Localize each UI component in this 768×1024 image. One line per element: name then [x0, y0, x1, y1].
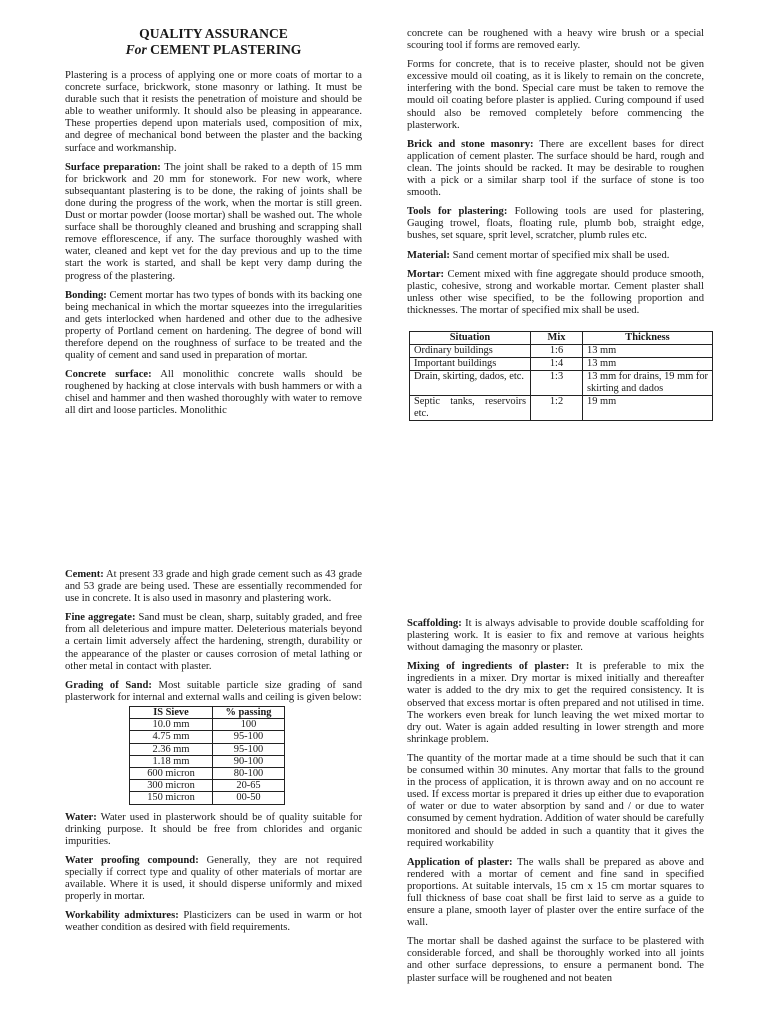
table-row: [410, 344, 713, 357]
section-text: All monolithic concrete walls should be roughened by hacking at close intervals with bush hammers or with a chisel and hammer and then washed thoroughly with water to remove all dirt and loose particles. Monolithic: [65, 369, 362, 417]
mortar-paragraph: [407, 269, 704, 317]
section-text: Cement mortar has two types of bonds with its backing one being mechanical in which the mortar squeezes into the irregularities and gets interlocked when hardened and other due to the adhesive property of Portland cement on hardening. The degree of bond will therefore depend on the roughness of surface to be treated and the quality of cement and sand used in preparation of mortar.: [65, 289, 362, 362]
table-row: [130, 743, 285, 755]
section-heading: Water proofing compound:: [65, 854, 199, 866]
table-header-row: [130, 706, 285, 718]
concrete-continuation-paragraph: concrete can be roughened with a heavy wire brush or a special scouring tool if forms are removed early.: [407, 28, 704, 52]
surface-preparation-paragraph: [65, 162, 362, 283]
section-text: Cement mixed with fine aggregate should produce smooth, plastic, cohesive, strong and workable mortar. Cement plaster shall unless other wise specified, to be the following proportion and thicknesses. The mortar of specified mix shall be used.: [407, 268, 704, 316]
table-cell: 10.0 mm: [130, 719, 213, 731]
table-header-cell: Situation: [410, 331, 531, 344]
table-cell: Ordinary buildings: [410, 344, 531, 357]
table-cell: Important buildings: [410, 357, 531, 370]
column-3: [65, 569, 362, 941]
table-cell: 19 mm: [583, 395, 713, 420]
table-header-row: [410, 331, 713, 344]
application-paragraph: [407, 857, 704, 930]
column-2: [407, 28, 708, 421]
table-header-cell: Thickness: [583, 331, 713, 344]
bonding-paragraph: [65, 290, 362, 363]
column-1: [65, 26, 362, 425]
table-cell: 13 mm: [583, 344, 713, 357]
table-cell: 13 mm for drains, 19 mm for skirting and dados: [583, 370, 713, 395]
column-4: [407, 618, 704, 992]
table-header-cell: % passing: [213, 706, 285, 718]
section-heading: Bonding:: [65, 289, 107, 301]
water-proofing-paragraph: [65, 855, 362, 903]
title-subject: CEMENT PLASTERING: [150, 42, 302, 57]
workability-paragraph: [65, 910, 362, 934]
section-text: Generally, they are not required specially if correct type and quality of other materials of mortar are available. Where it is used, it should disperse uniformly and mixed properly in mortar.: [65, 854, 362, 903]
title-line-1: QUALITY ASSURANCE: [139, 26, 288, 41]
section-heading: Mixing of ingredients of plaster:: [407, 661, 570, 673]
table-cell: 1:3: [531, 370, 583, 395]
table-row: [410, 370, 713, 395]
table-cell: 00-50: [213, 792, 285, 804]
section-heading: Concrete surface:: [65, 369, 152, 381]
section-heading: Scaffolding:: [407, 618, 462, 629]
section-heading: Tools for plastering:: [407, 206, 508, 218]
table-cell: Septic tanks, reservoirs etc.: [410, 395, 531, 420]
table-cell: 1:4: [531, 357, 583, 370]
section-text: Water used in plasterwork should be of quality suitable for drinking purpose. It should be free from chlorides and organic impurities.: [65, 811, 362, 847]
section-heading: Workability admixtures:: [65, 910, 179, 922]
table-cell: 1:6: [531, 344, 583, 357]
material-paragraph: [407, 250, 704, 262]
brick-stone-paragraph: [407, 139, 704, 199]
section-text: The walls shall be prepared as above and rendered with a mortar of cement and fine sand in specified proportions. At suitable intervals, 15 cm x 15 cm mortar squares to full thickness of base coat shall be first laid to serve as a guide to ensure a plane, smooth layer of plaster over the entire surface of the wall.: [407, 856, 704, 929]
table-cell: 150 micron: [130, 792, 213, 804]
section-heading: Water:: [65, 811, 97, 823]
table-cell: 13 mm: [583, 357, 713, 370]
forms-paragraph: Forms for concrete, that is to receive plaster, should not be given excessive mould oil coating, as it is likely to remain on the concrete, interfering with the bond. Special care must be taken to remove the mould oil coating before plaster is applied. Curing compound if used should also be removed completely before commencing the plasterwork.: [407, 59, 704, 131]
table-cell: 300 micron: [130, 780, 213, 792]
table-cell: 95-100: [213, 743, 285, 755]
table-cell: 600 micron: [130, 767, 213, 779]
table-cell: Drain, skirting, dados, etc.: [410, 370, 531, 395]
table-cell: 2.36 mm: [130, 743, 213, 755]
scaffolding-paragraph: [407, 618, 704, 654]
table-row: [130, 731, 285, 743]
fine-aggregate-paragraph: [65, 612, 362, 672]
quantity-paragraph: The quantity of the mortar made at a time should be such that it can be consumed within 30 minutes. Any mortar that falls to the ground in the process of application, it is thrown away and on no account re used. If excess mortar is prepared it dries up either due to evaporation of water or due to water absorption by sand and / or due to water consumed by cement hydration. Addition of water should be carefully monitored and should be added in such a quantity that it gives the required workability: [407, 752, 704, 849]
dashed-mortar-paragraph: The mortar shall be dashed against the surface to be plastered with considerable forced, and shall be thoroughly worked into all joints and other surface depressions, to ensure a permanent bond. The plaster surface will be roughened and not beaten: [407, 936, 704, 984]
section-text: It is preferable to mix the ingredients in a mixer. Dry mortar is mixed initially and thereafter water is added to the dry mix to get the required consistency. It is observed that excess mortar is often prepared and not utilised in time. The workers even break for lunch leaving the wet mixed mortar to dry out. Water is again added resulting in lower strength and more shrinkage problem.: [407, 661, 704, 745]
page-title: [65, 26, 362, 58]
section-heading: Fine aggregate:: [65, 612, 136, 624]
cement-paragraph: [65, 569, 362, 605]
table-cell: 1.18 mm: [130, 755, 213, 767]
table-cell: 95-100: [213, 731, 285, 743]
section-heading: Application of plaster:: [407, 856, 513, 868]
section-heading: Material:: [407, 249, 450, 261]
table-row: [130, 780, 285, 792]
water-paragraph: [65, 812, 362, 848]
concrete-surface-paragraph: [65, 369, 362, 417]
intro-paragraph: Plastering is a process of applying one or more coats of mortar to a concrete surface, brickwork, stone masonry or lathing. It must be durable such that it resists the penetration of moisture and should be able to weather uniformly. It should also be pleasing in appearance. These properties depend upon materials used, composition of mix, and degree of mechanical bond between the plaster and the backing surface and workmanship.: [65, 70, 362, 154]
section-text: There are excellent bases for direct application of cement plaster. The surface should be hard, rough and clean. The joints should be racked. It may be desirable to roughen with a pick or a similar sharp tool if the surface of stone is too smooth.: [407, 138, 704, 199]
table-cell: 80-100: [213, 767, 285, 779]
table-cell: 100: [213, 719, 285, 731]
table-cell: 20-65: [213, 780, 285, 792]
table-header-cell: Mix: [531, 331, 583, 344]
table-row: [130, 755, 285, 767]
section-text: Sand must be clean, sharp, suitably graded, and free from all deleterious and impure matter. Deleterious materials beyond a certain limit adversely affect the hardening, strength, durability or the appearance of the plaster or causes corrosion of metal lathing or other metal in contact with plaster.: [65, 612, 362, 672]
mixing-paragraph: [407, 661, 704, 746]
sieve-table: [129, 706, 285, 805]
title-for: For: [125, 42, 147, 57]
title-line-2: [65, 42, 362, 58]
table-row: [130, 719, 285, 731]
section-heading: Grading of Sand:: [65, 679, 152, 691]
table-cell: 4.75 mm: [130, 731, 213, 743]
mortar-mix-table: [409, 331, 713, 421]
grading-paragraph: [65, 680, 362, 704]
table-row: [410, 395, 713, 420]
section-text: It is always advisable to provide double scaffolding for plastering work. It is easier to fix and remove at various heights without damaging the masonry or plaster.: [407, 618, 704, 654]
table-row: [130, 792, 285, 804]
section-text: At present 33 grade and high grade cement such as 43 grade and 53 grade are being used. These are essentially recommended for use in concrete. It is also used in masonry and plastering work.: [65, 569, 362, 605]
table-cell: 90-100: [213, 755, 285, 767]
section-heading: Surface preparation:: [65, 161, 161, 173]
section-heading: Mortar:: [407, 268, 445, 280]
section-text: Plasticizers can be used in warm or hot weather condition as desired with field requirements.: [65, 910, 362, 934]
table-row: [130, 767, 285, 779]
table-cell: 1:2: [531, 395, 583, 420]
table-row: [410, 357, 713, 370]
tools-paragraph: [407, 206, 704, 242]
section-text: Most suitable particle size grading of sand plasterwork for internal and external walls and ceiling is given below:: [65, 679, 362, 703]
table-header-cell: IS Sieve: [130, 706, 213, 718]
section-heading: Cement:: [65, 569, 104, 580]
section-text: The joint shall be raked to a depth of 15 mm for brickwork and 20 mm for stonework. For new work, where subsequantant plastering is to be done, the raking of joints shall be done during the progress of the work, when the mortar is still green. Dust or mortar powder (loose mortar) shall be washed out. The whole surface shall be thoroughly cleaned and brushing and scrapping shall remove efflorescence, if any. The surface thoroughly washed with water, cleaned and kept vet for the day previous and up to the time start the work is started, and shall be kept very damp during the progress of the plastering.: [65, 161, 362, 282]
section-heading: Brick and stone masonry:: [407, 138, 534, 150]
section-text: Following tools are used for plastering, Gauging trowel, floats, floating rule, plumb bob, straight edge, bushes, set square, sprit level, scratcher, plumb rules etc.: [407, 206, 705, 242]
section-text: Sand cement mortar of specified mix shall be used.: [452, 249, 670, 261]
